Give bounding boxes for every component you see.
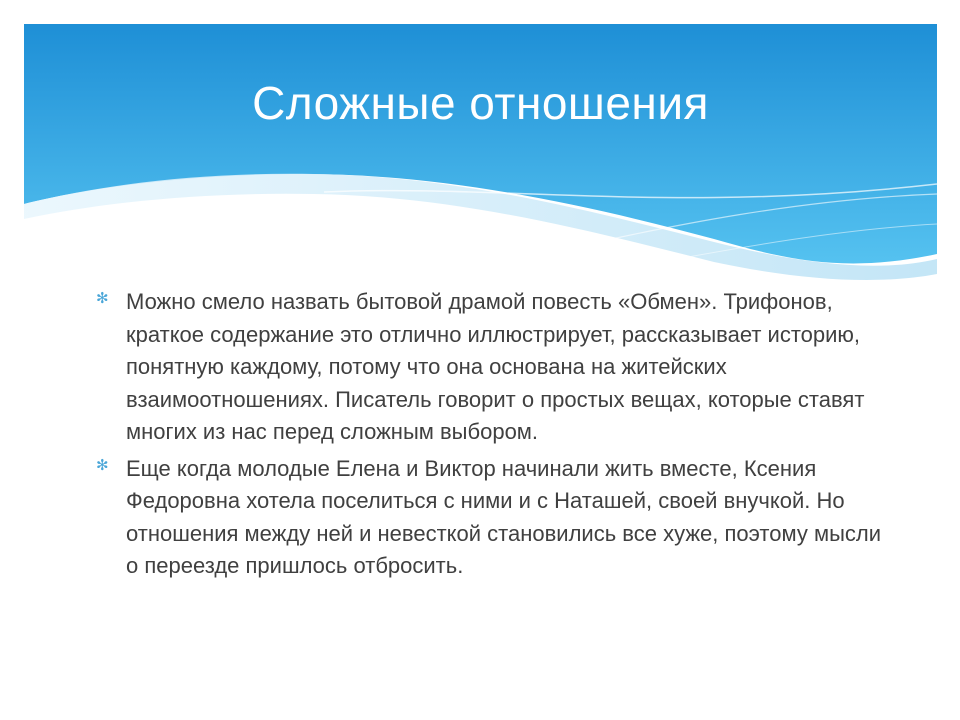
slide (24, 24, 937, 694)
bullet-item (96, 453, 896, 583)
header-wave-background (24, 24, 937, 284)
bullet-list (96, 286, 896, 587)
bullet-asterisk-icon: ✻ (96, 456, 109, 474)
bullet-asterisk-icon: ✻ (96, 290, 109, 307)
bullet-text: Еще когда молодые Елена и Виктор начинали жить вместе, Ксения Федоровна хотела поселиться с ними и с Наташей, своей внучкой. Но отношения между ней и невесткой становились все хуже, поэтому мысли о переезде пришлось отбросить. (126, 455, 882, 578)
header-sky (24, 24, 937, 263)
slide-title: Сложные отношения (252, 77, 709, 129)
bullet-text: Можно смело назвать бытовой драмой повесть «Обмен». Трифонов, краткое содержание это отлично иллюстрирует, рассказывает историю, понятную каждому, потому что она основана на житейских взаимоотношениях. Писатель говорит о простых вещах, которые ставят многих из нас перед сложным выбором. (126, 289, 865, 444)
bullet-item (96, 286, 896, 449)
